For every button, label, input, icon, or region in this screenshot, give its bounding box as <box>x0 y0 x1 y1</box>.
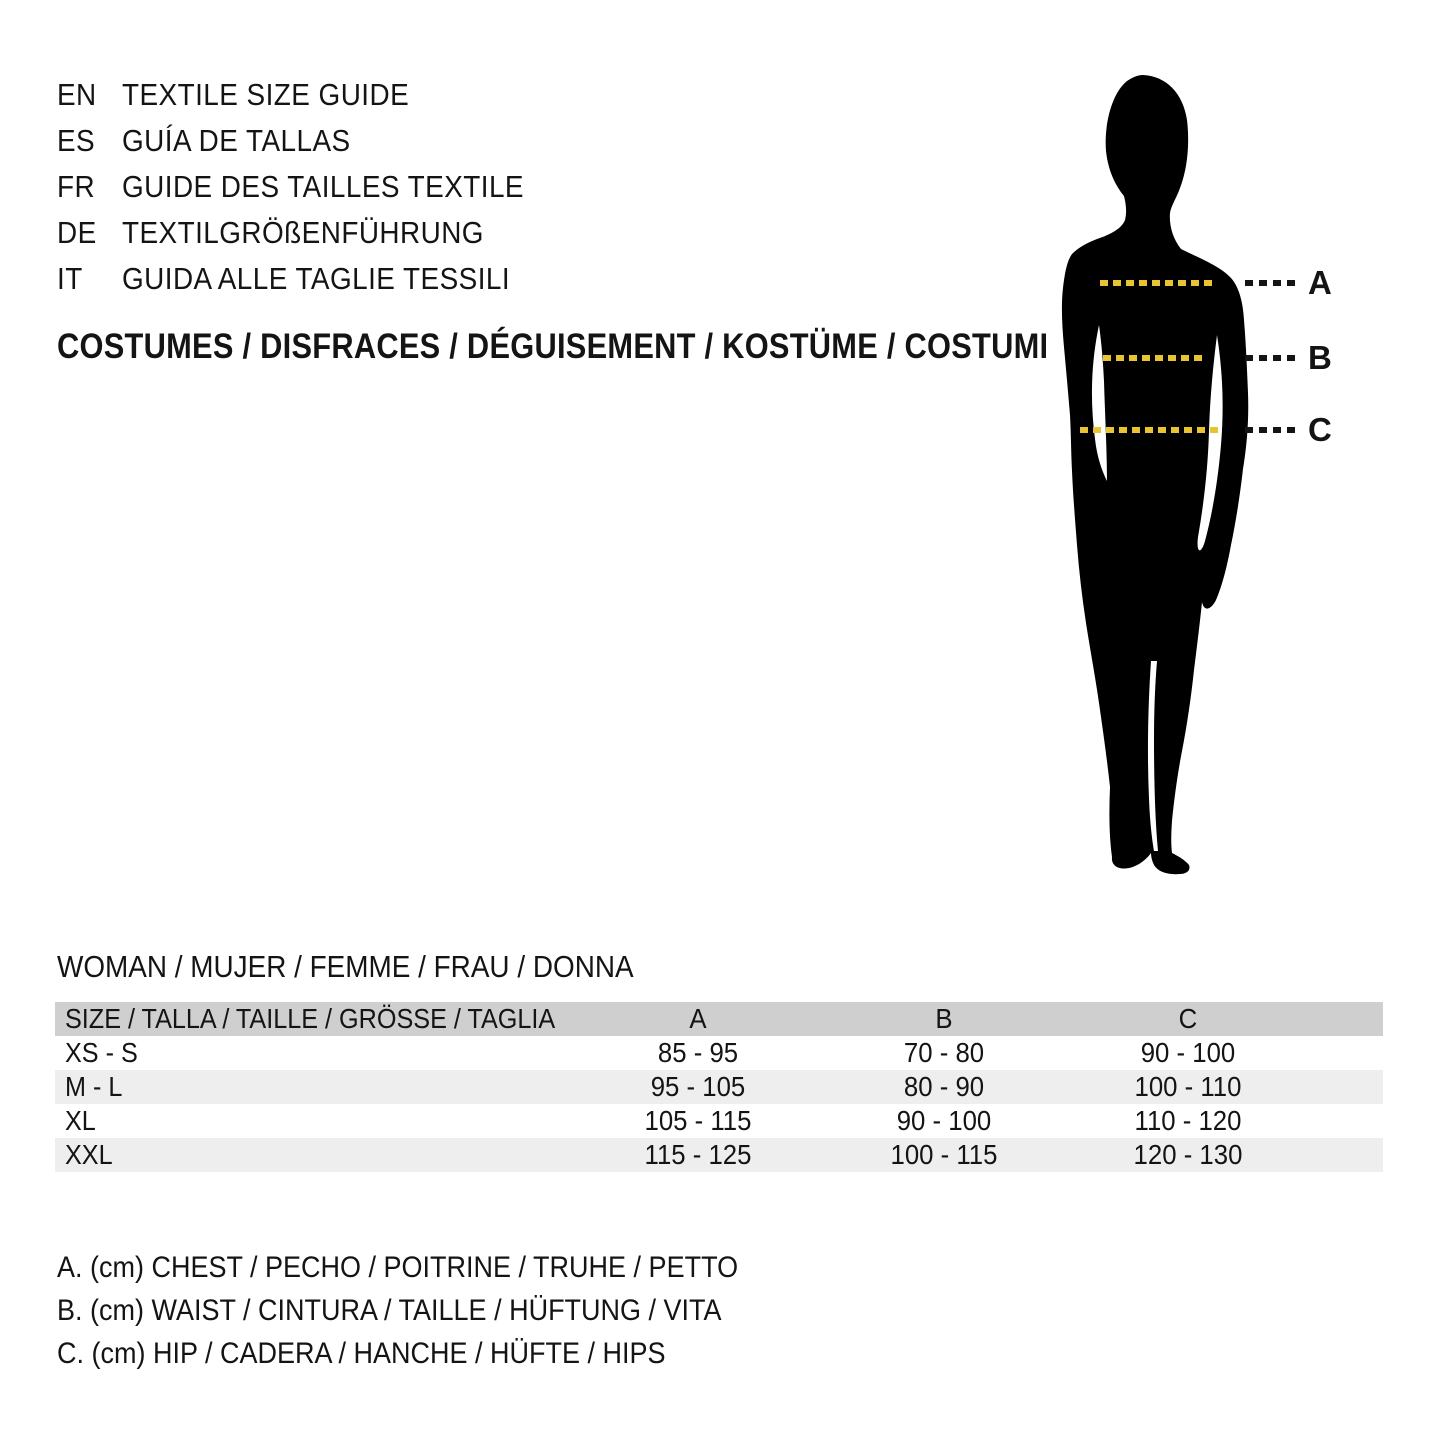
measure-line-c-leader <box>1245 427 1297 433</box>
hip-cell: 90 - 100 <box>1140 1037 1236 1068</box>
language-row-es <box>57 118 569 164</box>
waist-cell: 100 - 115 <box>890 1139 998 1170</box>
table-row-xs-s <box>55 1036 1383 1070</box>
language-row-de <box>57 210 569 256</box>
column-header-a: A <box>689 1003 707 1034</box>
table-row-xl <box>55 1104 1383 1138</box>
language-code: ES <box>57 123 96 158</box>
table-row-m-l <box>55 1070 1383 1104</box>
waist-cell: 90 - 100 <box>896 1105 992 1136</box>
hip-cell: 110 - 120 <box>1134 1105 1242 1136</box>
chest-cell: 115 - 125 <box>644 1139 752 1170</box>
column-header-size: SIZE / TALLA / TAILLE / GRÖSSE / TAGLIA <box>65 1003 556 1034</box>
size-table <box>55 1002 1383 1172</box>
measure-line-b-leader <box>1245 355 1297 361</box>
measure-line-c-inner <box>1080 427 1220 433</box>
woman-silhouette <box>1025 73 1265 878</box>
waist-cell: 80 - 90 <box>903 1071 985 1102</box>
chest-cell: 105 - 115 <box>644 1105 752 1136</box>
language-row-fr <box>57 164 569 210</box>
waist-cell: 70 - 80 <box>903 1037 985 1068</box>
hip-cell: 120 - 130 <box>1133 1139 1243 1170</box>
hip-cell: 100 - 110 <box>1134 1071 1242 1102</box>
measure-line-b-inner <box>1103 355 1205 361</box>
language-code: IT <box>57 261 83 296</box>
chest-cell: 95 - 105 <box>650 1071 746 1102</box>
table-header-row <box>55 1002 1383 1036</box>
size-cell: M - L <box>65 1071 123 1102</box>
language-code: EN <box>57 77 97 112</box>
language-title: TEXTILE SIZE GUIDE <box>122 77 410 112</box>
language-code: DE <box>57 215 97 250</box>
language-title: GUIDE DES TAILLES TEXTILE <box>122 169 524 204</box>
section-title-woman: WOMAN / MUJER / FEMME / FRAU / DONNA <box>57 949 634 984</box>
silhouette-body <box>1062 75 1248 874</box>
column-header-b: B <box>935 1003 953 1034</box>
language-title: TEXTILGRÖßENFÜHRUNG <box>122 215 484 250</box>
column-header-c: C <box>1178 1003 1198 1034</box>
language-title: GUÍA DE TALLAS <box>122 123 351 158</box>
measure-label-c: C <box>1308 411 1332 448</box>
language-row-it <box>57 256 569 302</box>
language-title: GUIDA ALLE TAGLIE TESSILI <box>122 261 511 296</box>
legend-item-a: A. (cm) CHEST / PECHO / POITRINE / TRUHE / PETTO <box>57 1251 739 1284</box>
legend-item-b: B. (cm) WAIST / CINTURA / TAILLE / HÜFTUNG / VITA <box>57 1294 722 1327</box>
table-row-xxl <box>55 1138 1383 1172</box>
language-row-en <box>57 72 569 118</box>
legend-item-c: C. (cm) HIP / CADERA / HANCHE / HÜFTE / HIPS <box>57 1337 666 1370</box>
size-cell: XS - S <box>65 1037 138 1068</box>
language-list <box>57 72 569 302</box>
measurement-legend <box>57 1246 814 1375</box>
category-title: COSTUMES / DISFRACES / DÉGUISEMENT / KOSTÜME / COSTUMI <box>57 327 1049 366</box>
size-cell: XL <box>65 1105 96 1136</box>
measure-label-a: A <box>1308 264 1332 301</box>
size-cell: XXL <box>65 1139 113 1170</box>
measure-line-a-inner <box>1100 280 1212 286</box>
language-code: FR <box>57 169 96 204</box>
measure-line-a-leader <box>1245 280 1297 286</box>
chest-cell: 85 - 95 <box>657 1037 739 1068</box>
figure-panel <box>1025 73 1365 878</box>
measure-label-b: B <box>1308 339 1332 376</box>
